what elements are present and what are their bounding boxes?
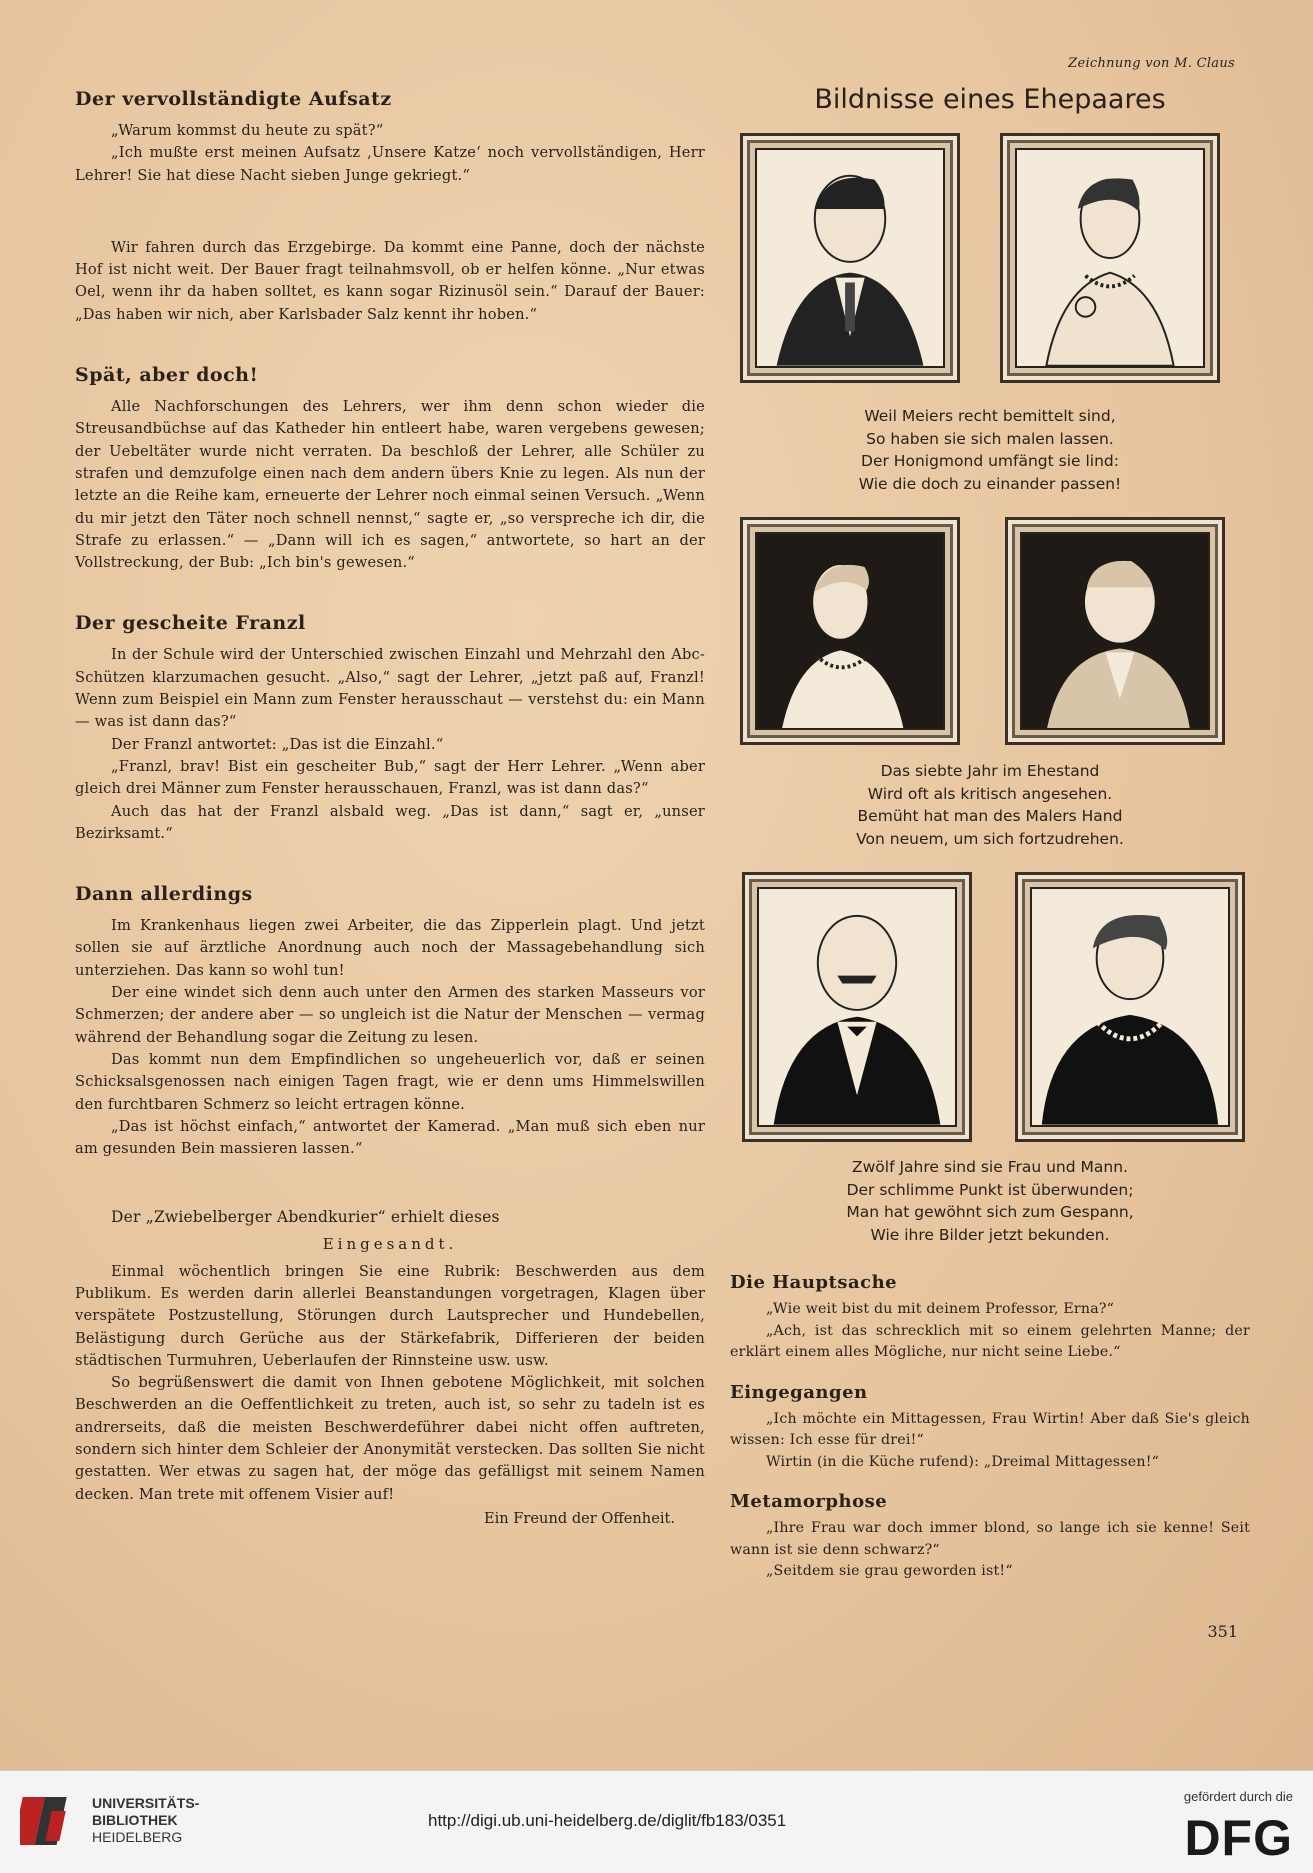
paragraph: „Ich möchte ein Mittagessen, Frau Wirtin! Aber daß Sie's gleich wissen: Ich esse für drei!“ xyxy=(730,1410,1250,1448)
library-line: UNIVERSITÄTS- xyxy=(92,1795,200,1811)
verse-line: Der schlimme Punkt ist überwunden; xyxy=(846,1180,1134,1199)
article-eingegangen xyxy=(730,1382,1250,1474)
verse-1 xyxy=(730,405,1250,495)
verse-line: So haben sie sich malen lassen. xyxy=(866,429,1114,448)
left-column xyxy=(75,88,705,1565)
article-title: Der vervollständigte Aufsatz xyxy=(75,88,392,110)
verse-line: Man hat gewöhnt sich zum Gespann, xyxy=(846,1203,1134,1221)
gallery-title: Bildnisse eines Ehepaares xyxy=(814,84,1166,115)
paragraph: Einmal wöchentlich bringen Sie eine Rubrik: Beschwerden aus dem Publikum. Es werden darin allerlei Beanstandungen vorgetragen, Klagen über verspätete Postzustellung, Störungen durch Lautsprecher und Hundebellen, Belästigung durch Gerüche aus der Stärkefabrik, Differieren der beiden städtischen Turmuhren, Ueberlaufen der Rinnsteine usw. usw. xyxy=(75,1262,705,1369)
paragraph: So begrüßenswert die damit von Ihnen gebotene Möglichkeit, mit solchen Beschwerden an die Oeffentlichkeit zu treten, auch ist, so sehr zu tadeln ist es andrerseits, daß die meisten Beschwerdeführer dabei nicht offen auftreten, sondern sich hinter dem Schleier der Anonymität verstecken. Das sollten Sie nicht gestatten. Wer etwas zu sagen hat, der möge das gefälligst mit seinem Namen decken. Man trete mit offenem Visier auf! xyxy=(75,1374,705,1503)
paragraph: Auch das hat der Franzl alsbald weg. „Das ist dann,“ sagt er, „unser Bezirksamt.“ xyxy=(75,802,705,842)
university-library-logo-icon xyxy=(20,1791,84,1851)
paragraph: „Das ist höchst einfach,“ antwortet der Kamerad. „Man muß sich eben nur am gesunden Bein massieren lassen.“ xyxy=(75,1117,705,1158)
portrait-husband-1 xyxy=(740,133,960,383)
portrait-wife-2 xyxy=(740,517,960,745)
intro-line: Der „Zwiebelberger Abendkurier“ erhielt dieses xyxy=(111,1208,500,1227)
article-title: Metamorphose xyxy=(730,1491,888,1512)
verse-line: Wird oft als kritisch angesehen. xyxy=(867,784,1113,803)
paragraph: „Ihre Frau war doch immer blond, so lange ich sie kenne! Seit wann ist sie denn schwarz?“ xyxy=(730,1520,1250,1558)
husband-portrait-image xyxy=(757,887,957,1127)
paragraph: „Wie weit bist du mit deinem Professor, Erna?“ xyxy=(766,1301,1115,1317)
article-aufsatz xyxy=(75,88,705,187)
right-articles xyxy=(730,1272,1250,1583)
paragraph: „Franzl, brav! Bist ein gescheiter Bub,“ sagt der Herr Lehrer. „Wenn aber gleich drei Männer zum Fenster herausschauen, Franzl, was ist dann das?“ xyxy=(75,757,705,798)
signature: Ein Freund der Offenheit. xyxy=(483,1509,675,1527)
verse-line: Von neuem, um sich fortzudrehen. xyxy=(856,829,1124,848)
paragraph: Alle Nachforschungen des Lehrers, wer ihm denn schon wieder die Streusandbüchse auf das Katheder hin entleert habe, waren vergebens gewesen; der Uebeltäter wurde nicht verraten. Da beschloß der Lehrer, alle Schüler zu strafen und demzufolge einen nach dem andern übers Knie zu legen. Als nun der letzte an die Reihe kam, erneuerte der Lehrer noch einmal seinen Versuch. „Wenn du mir jetzt den Täter noch schnell nennst,“ sagte er, „so verspreche ich dir, die Strafe zu erlassen.“ — „Dann will ich es sagen,“ antwortete, so hart an der Vollstreckung, der Bub: „Ich bin's gewesen.“ xyxy=(75,398,705,572)
paragraph: „Warum kommst du heute zu spät?“ xyxy=(111,122,384,139)
right-column xyxy=(730,80,1250,1583)
verse-line: Der Honigmond umfängt sie lind: xyxy=(861,452,1119,470)
wife-portrait-image xyxy=(1030,887,1230,1127)
library-name xyxy=(92,1795,199,1846)
verse-line: Wie ihre Bilder jetzt bekunden. xyxy=(870,1225,1110,1244)
article-title: Eingegangen xyxy=(730,1381,868,1403)
husband-portrait-image xyxy=(1020,532,1210,730)
verse-line: Zwölf Jahre sind sie Frau und Mann. xyxy=(852,1158,1128,1176)
dfg-logo: DFG xyxy=(1184,1810,1293,1866)
article-metamorphose xyxy=(730,1491,1250,1583)
paragraph: „Ach, ist das schrecklich mit so einem gelehrten Manne; der erklärt einem alles Mögliche, nur nicht seine Liebe.“ xyxy=(730,1322,1250,1360)
portrait-row-1 xyxy=(730,133,1250,393)
wife-portrait-image xyxy=(755,532,945,730)
article-erzgebirge xyxy=(75,237,705,326)
article-title: Die Hauptsache xyxy=(730,1272,898,1293)
funding-note: gefördert durch die xyxy=(1183,1789,1293,1804)
verse-line: Weil Meiers recht bemittelt sind, xyxy=(864,407,1116,425)
verse-line: Wie die doch zu einander passen! xyxy=(858,474,1122,493)
paragraph: „Seitdem sie grau geworden ist!“ xyxy=(766,1563,1013,1579)
library-line: HEIDELBERG xyxy=(92,1829,183,1845)
wife-portrait-image xyxy=(1015,148,1205,368)
verse-2 xyxy=(730,760,1250,850)
article-eingesandt xyxy=(75,1206,705,1527)
portrait-row-3 xyxy=(730,872,1250,1152)
article-title: Dann allerdings xyxy=(75,883,253,906)
page-number: 351 xyxy=(1207,1622,1238,1641)
verse-line: Das siebte Jahr im Ehestand xyxy=(880,762,1100,780)
verse-3 xyxy=(730,1156,1250,1246)
section-heading: Eingesandt. xyxy=(322,1234,458,1253)
article-title: Der gescheite Franzl xyxy=(75,612,306,635)
portrait-husband-2 xyxy=(1005,517,1225,745)
paragraph: In der Schule wird der Unterschied zwischen Einzahl und Mehrzahl den Abc-Schützen klarzumachen gesucht. „Also,“ sagt der Lehrer, „jetzt paß auf, Franzl! Wenn zum Beispiel ein Mann zum Fenster herausschaut — verstehst du: ein Mann — was ist dann das?“ xyxy=(75,646,705,731)
portrait-wife-1 xyxy=(1000,133,1220,383)
article-franzl xyxy=(75,612,705,845)
library-line: BIBLIOTHEK xyxy=(92,1812,178,1828)
portrait-row-2 xyxy=(730,517,1250,752)
husband-portrait-image xyxy=(755,148,945,368)
paragraph: Das kommt nun dem Empfindlichen so ungeheuerlich vor, daß er seinen Schicksalsgenossen nach einigen Tagen fragt, wie er denn ums Himmelswillen den furchtbaren Schmerz so leicht ertragen könne. xyxy=(75,1050,705,1113)
source-url-link[interactable]: http://digi.ub.uni-heidelberg.de/diglit/fb183/0351 xyxy=(428,1811,787,1830)
article-allerdings xyxy=(75,883,705,1160)
article-spaet xyxy=(75,364,705,574)
paragraph: Der Franzl antwortet: „Das ist die Einzahl.“ xyxy=(111,735,444,753)
illustration-credit: Zeichnung von M. Claus xyxy=(1068,56,1235,71)
article-title: Spät, aber doch! xyxy=(75,364,259,387)
verse-line: Bemüht hat man des Malers Hand xyxy=(857,807,1123,825)
paragraph: Wir fahren durch das Erzgebirge. Da kommt eine Panne, doch der nächste Hof ist nicht weit. Der Bauer fragt teilnahmsvoll, ob er helfen könne. „Nur etwas Oel, wenn ihr da haben solltet, es kann sogar Rizinusöl sein.“ Darauf der Bauer: „Das haben wir nich, aber Karlsbader Salz kennt ihr hoben.“ xyxy=(75,238,705,323)
portrait-husband-3 xyxy=(742,872,972,1142)
article-hauptsache xyxy=(730,1272,1250,1364)
paragraph: „Ich mußte erst meinen Aufsatz ‚Unsere Katze‘ noch vervollständigen, Herr Lehrer! Sie hat diese Nacht sieben Junge gekriegt.“ xyxy=(75,144,705,184)
digitization-footer xyxy=(0,1770,1313,1873)
portrait-wife-3 xyxy=(1015,872,1245,1142)
paragraph: Der eine windet sich denn auch unter den Armen des starken Masseurs vor Schmerzen; der andere aber — so ungleich ist die Natur der Menschen — vermag während der Behandlung sogar die Zeitung zu lesen. xyxy=(75,984,705,1046)
paragraph: Im Krankenhaus liegen zwei Arbeiter, die das Zipperlein plagt. Und jetzt sollen sie auf ärztliche Anordnung auch noch der Massagebehandlung sich unterziehen. Das kann so wohl tun! xyxy=(75,917,705,979)
paragraph: Wirtin (in die Küche rufend): „Dreimal Mittagessen!“ xyxy=(766,1453,1160,1470)
